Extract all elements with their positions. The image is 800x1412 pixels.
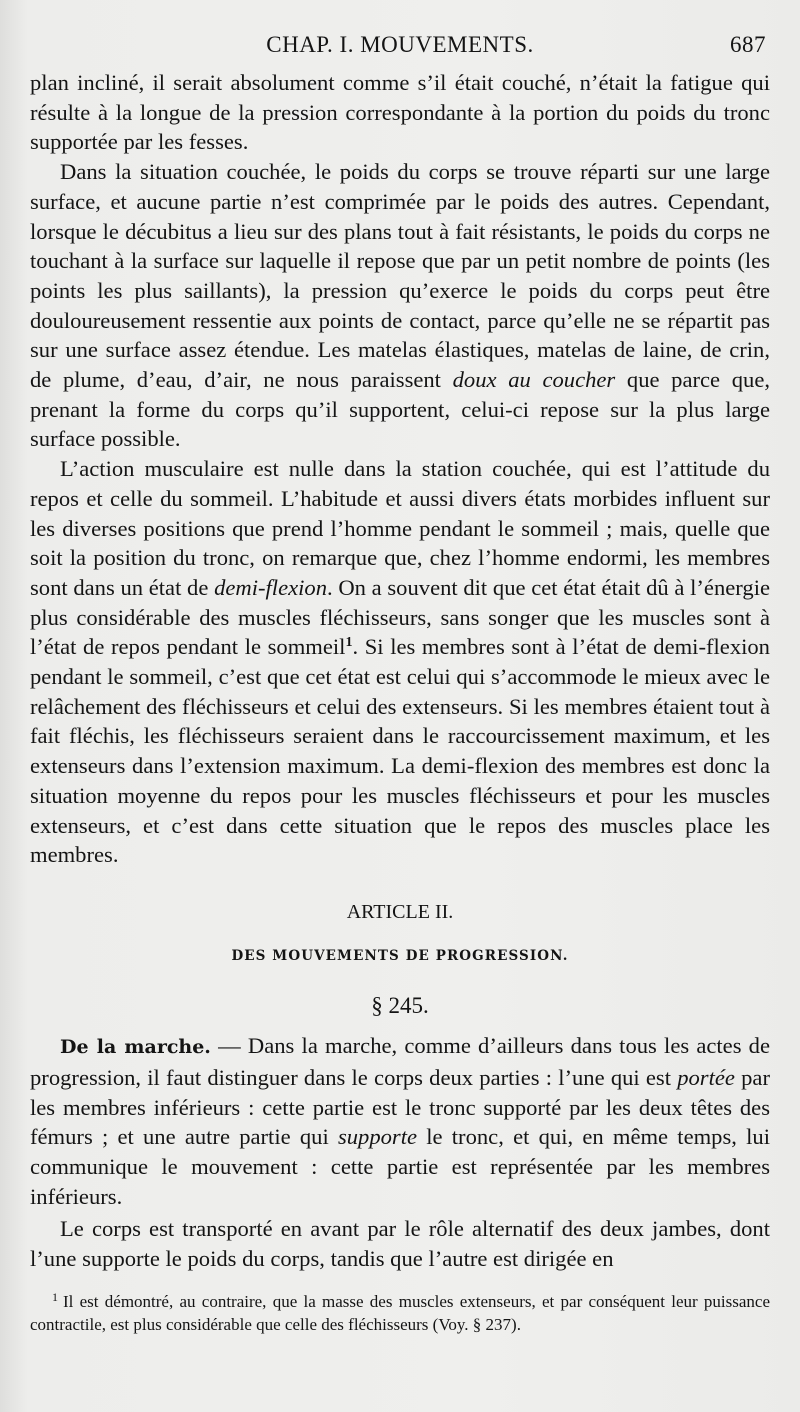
section-number: § 245. [371, 993, 429, 1019]
paragraph-sommeil [30, 454, 770, 870]
paragraph-text: Dans la situation couchée, le poids du corps se trouve réparti sur une large surface, et aucune partie n’est comprimée par le poids des autres. Cependant, lorsque le décubitus a lieu sur des plans tout à fait résistants, le poids du corps ne touchant à la surface sur laquelle il repose que par un petit nombre de points (les points les plus saillants), la pression qu’exerce le poids du corps peut être douloureusement ressentie aux points de contact, parce qu’elle ne se répartit pas sur une surface assez étendue. Les matelas élastiques, matelas de laine, de crin, de plume, d’eau, d’air, ne nous paraissent [30, 159, 770, 393]
paragraph-text: L’action musculaire est nulle dans la station couchée, qui est l’attitude du repos et celle du sommeil. L’habitude et aussi divers états morbides influent sur les diverses positions que prend l’homme pendant le sommeil ; mais, quelle que soit la position du tronc, on remarque que, chez l’homme endormi, les membres sont dans un état de [30, 456, 770, 600]
paragraph-text: plan incliné, il serait absolument comme s’il était couché, n’était la fatigue qui résulte à la longue de la pression correspondante à la portion du poids du tronc supportée par les fesses. [30, 70, 770, 155]
emphasis-text: portée [677, 1064, 735, 1090]
footnote-reference: 1 [345, 635, 353, 651]
emphasis-text: doux au coucher [452, 367, 616, 393]
paragraph-marche [30, 1031, 770, 1211]
paragraph-text: Le corps est transporté en avant par le rôle alternatif des deux jambes, dont l’une supporte le poids du corps, tandis que l’autre est dirigée en [30, 1216, 770, 1272]
paragraph-decubitus [30, 157, 770, 454]
run-in-heading: De la marche. [60, 1036, 211, 1059]
page-number: 687 [730, 32, 766, 57]
article-heading: ARTICLE II. [346, 900, 454, 923]
paragraph-transport [30, 1214, 770, 1273]
footnote-mark: 1 [52, 1289, 58, 1304]
body-text [30, 68, 770, 1274]
paragraph-text: . On a souvent dit que cet état était dû à l’énergie plus considérable des muscles fléchisseurs, sans songer que les muscles sont à l’état de repos pendant le sommeil [30, 574, 770, 660]
emphasis-text: demi-flexion [214, 574, 328, 600]
section-heading: DES MOUVEMENTS DE PROGRESSION. [231, 947, 569, 964]
paragraph-text: que parce que, prenant la forme du corps qu’il supportent, celui-ci repose sur la plus large surface possible. [30, 367, 771, 452]
footnote-text: Il est démontré, au contraire, que la masse des muscles extenseurs, et par conséquent leur puissance contractile, est plus considérable que celle des fléchisseurs (Voy. § 237). [30, 1291, 770, 1334]
paragraph-continuation [30, 68, 770, 157]
paragraph-text: le tronc, et qui, en même temps, lui communique le mouvement : cette partie est représentée par les membres inférieurs. [30, 1124, 770, 1209]
page-header [30, 28, 770, 68]
paragraph-text: par les membres inférieurs : cette partie est le tronc supporté par les deux têtes des fémurs ; et une autre partie qui [30, 1064, 770, 1150]
running-title: CHAP. I. MOUVEMENTS. [266, 32, 534, 57]
paragraph-text: — Dans la marche, comme d’ailleurs dans tous les actes de progression, il faut distinguer dans le corps deux parties : l’une qui est [30, 1033, 771, 1090]
emphasis-text: supporte [337, 1124, 418, 1150]
footnote [30, 1286, 770, 1336]
paragraph-text: . Si les membres sont à l’état de demi-flexion pendant le sommeil, c’est que cet état est celui qui s’accommode le mieux avec le relâchement des fléchisseurs et celui des extenseurs. Si les membres étaient tout à fait fléchis, les fléchisseurs seraient dans le raccourcissement maximum, et les extenseurs dans l’extension maximum. La demi-flexion des membres est donc la situation moyenne du repos pour les muscles fléchisseurs et pour les muscles extenseurs, et c’est dans cette situation que le repos des muscles place les membres. [30, 634, 770, 868]
